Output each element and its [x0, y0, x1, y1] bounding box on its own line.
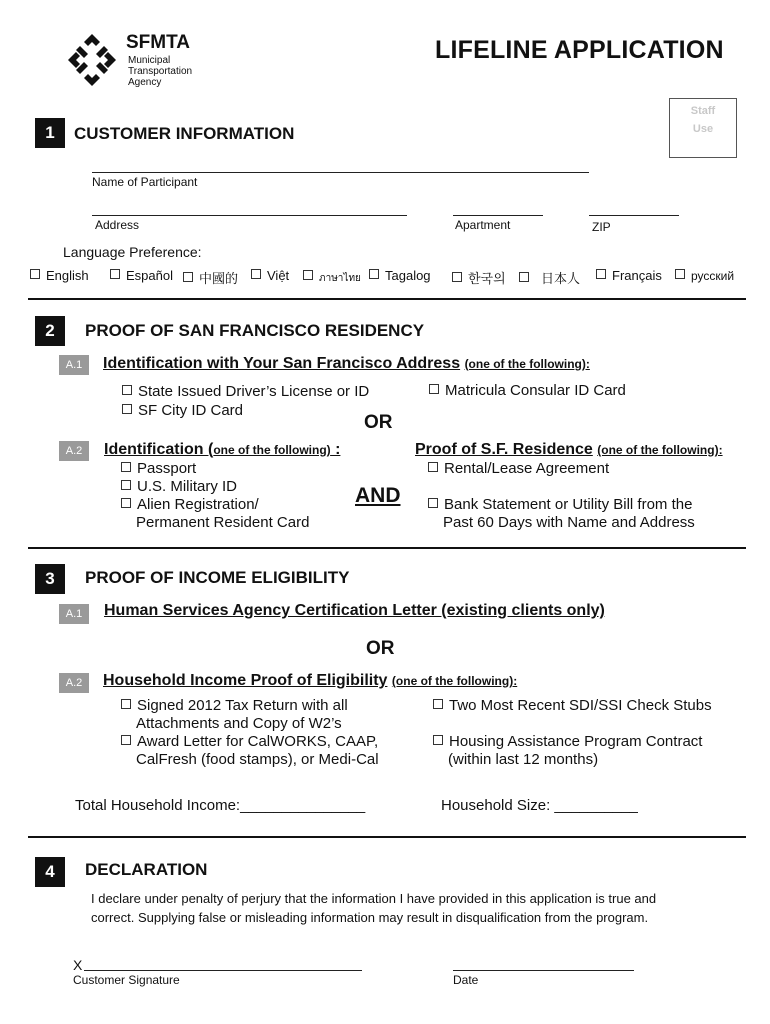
- sfmta-logo: [66, 32, 206, 90]
- option-passport[interactable]: [121, 460, 196, 477]
- language-label: ภาษาไทย: [319, 273, 361, 284]
- option-label: SF City ID Card: [138, 402, 244, 419]
- section-divider: [28, 547, 746, 549]
- use-label: Use: [692, 123, 714, 135]
- checkbox-icon: [428, 498, 438, 508]
- address-field[interactable]: [92, 215, 407, 216]
- language-option-japanese[interactable]: [519, 268, 580, 287]
- checkbox-icon: [183, 272, 193, 282]
- logo-sub-line-3: Agency: [128, 77, 162, 88]
- section-divider: [28, 836, 746, 838]
- subsection-tag: A.1: [59, 355, 89, 375]
- participant-name-field[interactable]: [92, 172, 589, 173]
- section-1-title: CUSTOMER INFORMATION: [74, 124, 295, 143]
- section-3-title: PROOF OF INCOME ELIGIBILITY: [85, 568, 350, 587]
- option-check-stubs[interactable]: [433, 697, 712, 714]
- option-label: U.S. Military ID: [137, 478, 238, 495]
- checkbox-icon: [122, 385, 132, 395]
- heading-text: Identification (: [104, 441, 214, 458]
- sfmta-logo-icon: [66, 32, 118, 88]
- subsection-heading: [103, 672, 517, 690]
- checkbox-icon: [452, 272, 462, 282]
- option-label: Rental/Lease Agreement: [444, 460, 610, 477]
- checkbox-icon: [121, 462, 131, 472]
- logo-name: SFMTA: [126, 32, 191, 53]
- section-1-number: 1: [35, 118, 65, 148]
- signature-field[interactable]: [84, 970, 362, 971]
- language-label: Español: [126, 268, 173, 283]
- and-separator: AND: [355, 484, 401, 507]
- option-label: Two Most Recent SDI/SSI Check Stubs: [449, 697, 712, 714]
- apartment-field[interactable]: [453, 215, 543, 216]
- or-separator: OR: [364, 412, 393, 433]
- language-label: Français: [612, 268, 662, 283]
- language-label: 中國的: [199, 271, 239, 286]
- date-field[interactable]: [453, 970, 634, 971]
- option-label-continued: Permanent Resident Card: [136, 514, 310, 531]
- zip-label: ZIP: [592, 220, 611, 234]
- checkbox-icon: [30, 269, 40, 279]
- option-matricula[interactable]: [429, 382, 626, 399]
- option-label-continued: CalFresh (food stamps), or Medi-Cal: [136, 751, 379, 768]
- checkbox-icon: [121, 735, 131, 745]
- section-4-number: 4: [35, 857, 65, 887]
- logo-sub-line-1: Municipal: [128, 55, 171, 66]
- checkbox-icon: [121, 480, 131, 490]
- option-bank-statement[interactable]: [428, 496, 692, 513]
- option-label: Passport: [137, 460, 197, 477]
- or-separator: OR: [366, 638, 395, 659]
- checkbox-icon: [675, 269, 685, 279]
- option-label: Alien Registration/: [137, 496, 259, 513]
- option-rental-lease[interactable]: [428, 460, 609, 477]
- checkbox-icon: [428, 462, 438, 472]
- option-label: State Issued Driver’s License or ID: [138, 383, 370, 400]
- subsection-heading: Human Services Agency Certification Letter (existing clients only): [104, 602, 605, 619]
- subsection-tag: A.2: [59, 441, 89, 461]
- checkbox-icon: [433, 699, 443, 709]
- participant-name-label: Name of Participant: [92, 175, 198, 189]
- language-option-english[interactable]: [30, 268, 89, 283]
- language-label: Tagalog: [385, 268, 431, 283]
- checkbox-icon: [110, 269, 120, 279]
- option-label: Matricula Consular ID Card: [445, 382, 626, 399]
- option-label: Signed 2012 Tax Return with all: [137, 697, 348, 714]
- declaration-text-line-2: correct. Supplying false or misleading information may result in disqualification from the program.: [91, 910, 649, 925]
- heading-colon: :: [330, 441, 341, 458]
- option-label-continued: Past 60 Days with Name and Address: [443, 514, 695, 531]
- checkbox-icon: [596, 269, 606, 279]
- option-label-continued: Attachments and Copy of W2’s: [136, 715, 342, 732]
- section-2-number: 2: [35, 316, 65, 346]
- signature-label: Customer Signature: [73, 973, 180, 987]
- page-title: LIFELINE APPLICATION: [435, 36, 724, 64]
- language-option-vietnamese[interactable]: [251, 268, 289, 283]
- checkbox-icon: [519, 272, 529, 282]
- language-label: English: [46, 268, 89, 283]
- date-label: Date: [453, 973, 479, 987]
- language-option-korean[interactable]: [452, 268, 506, 287]
- language-label: Việt: [267, 268, 290, 283]
- checkbox-icon: [433, 735, 443, 745]
- checkbox-icon: [122, 404, 132, 414]
- heading-text: Identification with Your San Francisco Address: [103, 355, 461, 372]
- subsection-tag: A.1: [59, 604, 89, 624]
- heading-qualifier: one of the following): [213, 443, 331, 457]
- option-award-letter[interactable]: [121, 733, 378, 750]
- declaration-text-line-1: I declare under penalty of perjury that the information I have provided in this application is true and: [91, 891, 657, 906]
- subsection-heading-left: [104, 441, 340, 459]
- heading-text: Proof of S.F. Residence: [415, 441, 593, 458]
- language-option-french[interactable]: [596, 268, 662, 283]
- checkbox-icon: [121, 498, 131, 508]
- section-divider: [28, 298, 746, 300]
- subsection-heading: [103, 355, 590, 373]
- language-option-thai[interactable]: [303, 270, 361, 286]
- section-4-title: DECLARATION: [85, 860, 208, 879]
- staff-use-box: [669, 98, 737, 158]
- language-label: русский: [691, 269, 735, 283]
- option-military-id[interactable]: [121, 478, 237, 495]
- language-option-chinese[interactable]: [183, 268, 238, 287]
- checkbox-icon: [303, 270, 313, 280]
- checkbox-icon: [369, 269, 379, 279]
- language-option-russian[interactable]: [675, 269, 734, 283]
- language-preference-label: Language Preference:: [63, 244, 202, 260]
- household-size-field[interactable]: Household Size: __________: [441, 797, 638, 814]
- checkbox-icon: [251, 269, 261, 279]
- language-option-tagalog[interactable]: [369, 268, 431, 283]
- checkbox-icon: [429, 384, 439, 394]
- logo-sub-line-2: Transportation: [128, 66, 193, 77]
- heading-qualifier: (one of the following):: [391, 674, 518, 688]
- heading-qualifier: (one of the following):: [597, 443, 723, 457]
- option-label-continued: (within last 12 months): [448, 751, 599, 768]
- apartment-label: Apartment: [455, 218, 511, 232]
- subsection-tag: A.2: [59, 673, 89, 693]
- option-label: Award Letter for CalWORKS, CAAP,: [137, 733, 379, 750]
- option-drivers-license[interactable]: [122, 383, 369, 400]
- section-3-number: 3: [35, 564, 65, 594]
- address-label: Address: [95, 218, 140, 232]
- heading-qualifier: (one of the following):: [464, 357, 590, 371]
- heading-text: Household Income Proof of Eligibility: [103, 672, 388, 689]
- option-tax-return[interactable]: [121, 697, 348, 714]
- section-2-title: PROOF OF SAN FRANCISCO RESIDENCY: [85, 321, 425, 340]
- option-sf-city-id[interactable]: [122, 402, 243, 419]
- option-alien-registration[interactable]: [121, 496, 259, 513]
- total-household-income-field[interactable]: Total Household Income:_______________: [75, 797, 366, 814]
- language-label: 한국의: [468, 271, 506, 286]
- option-label: Housing Assistance Program Contract: [449, 733, 703, 750]
- staff-label: Staff: [690, 105, 716, 117]
- option-housing-assistance[interactable]: [433, 733, 702, 750]
- subsection-heading-right: [415, 441, 723, 459]
- language-label: 日本人: [541, 271, 581, 286]
- option-label: Bank Statement or Utility Bill from the: [444, 496, 693, 513]
- zip-field[interactable]: [589, 215, 679, 216]
- signature-x: X: [73, 957, 83, 973]
- checkbox-icon: [121, 699, 131, 709]
- language-option-espanol[interactable]: [110, 268, 173, 283]
